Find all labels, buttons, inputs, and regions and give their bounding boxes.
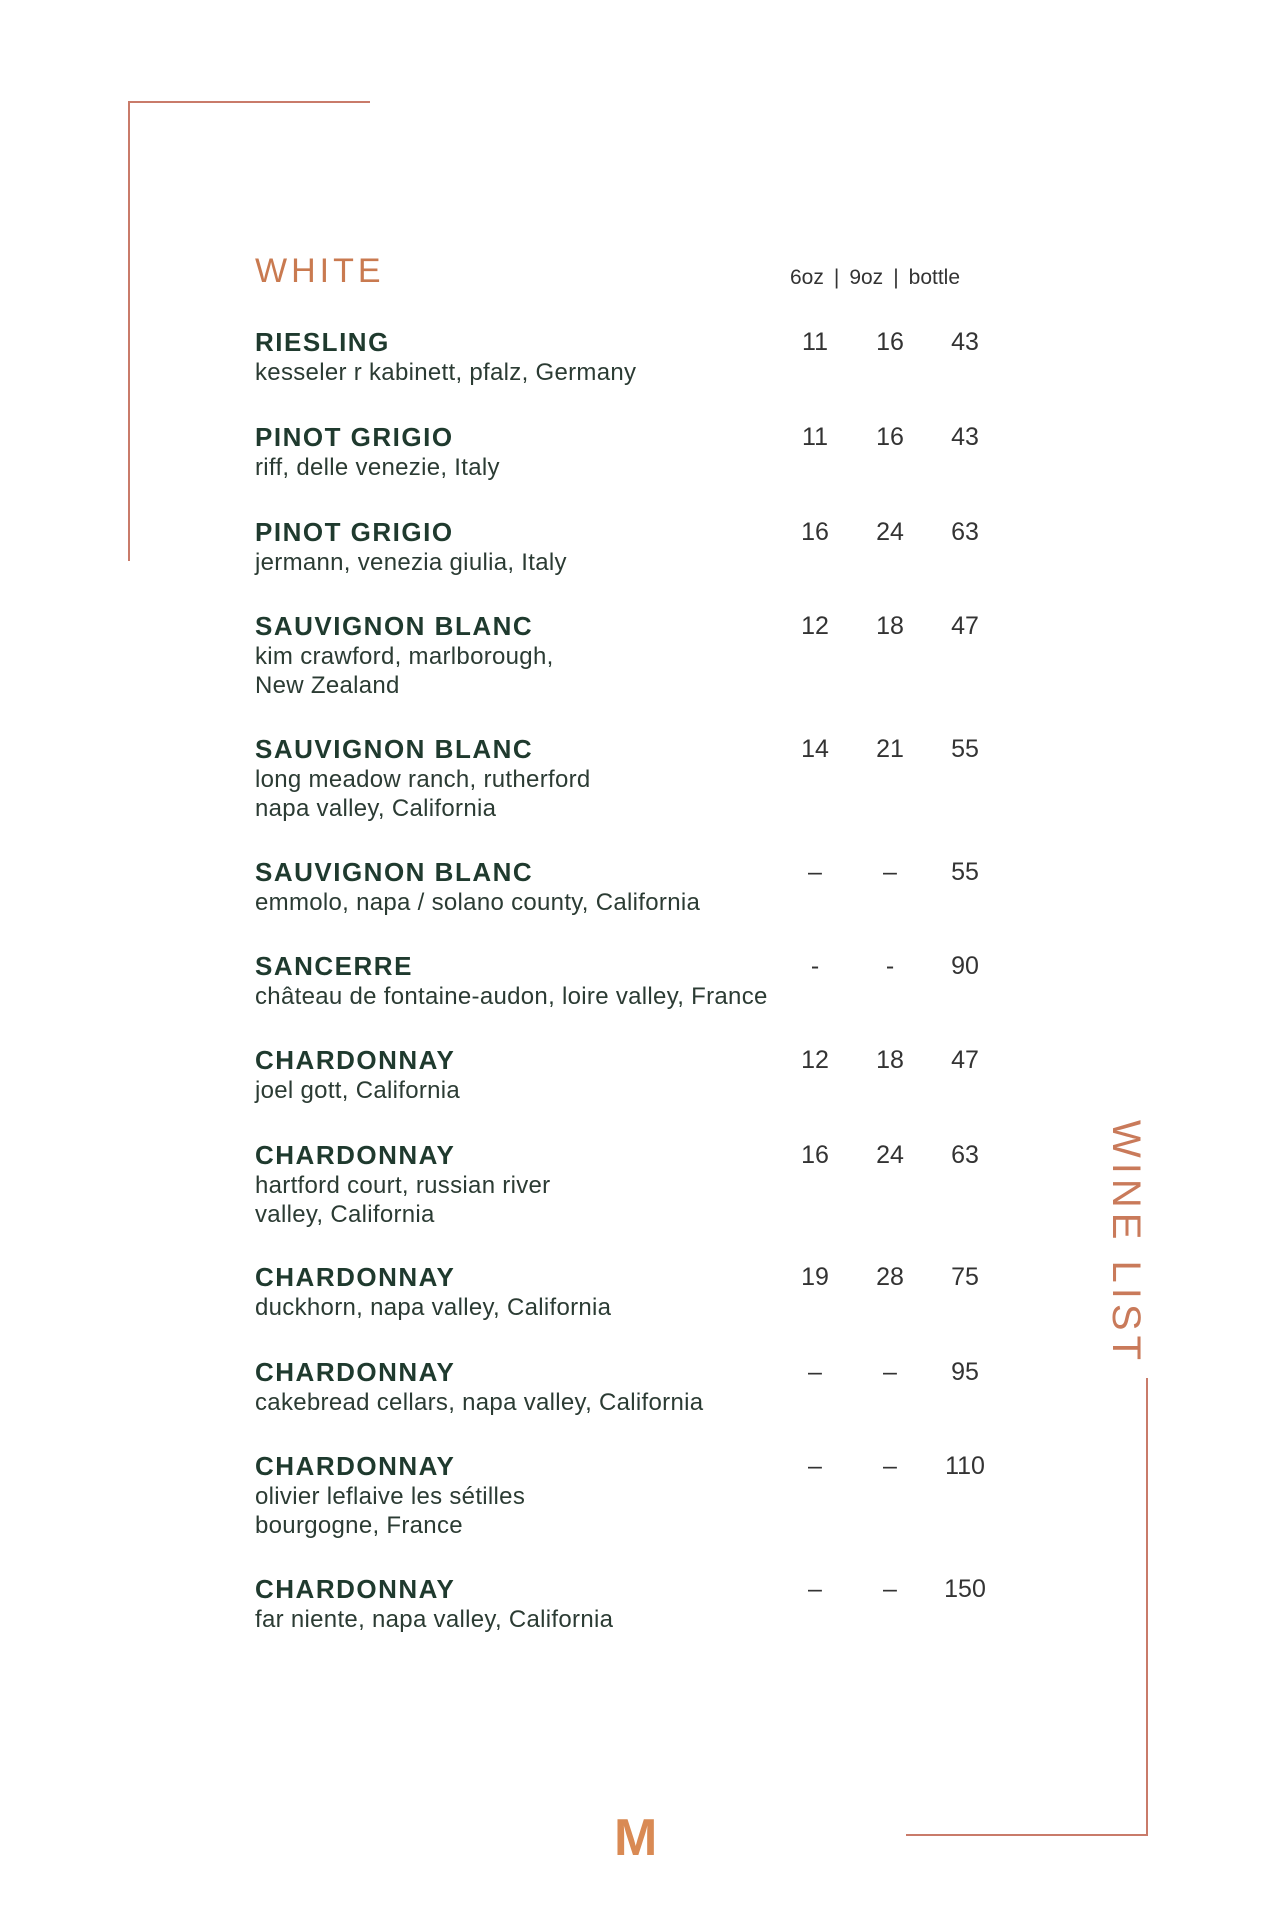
header-separator: | (833, 266, 840, 289)
price-9oz: 16 (876, 328, 904, 356)
frame-bottom-right-horizontal (906, 1834, 1148, 1836)
header-9oz: 9oz (849, 266, 884, 289)
wine-item (255, 610, 995, 700)
price-6oz: – (808, 1452, 822, 1480)
wine-name: SAUVIGNON BLANC (255, 611, 534, 641)
price-6oz: 14 (801, 735, 829, 763)
wine-name: SAUVIGNON BLANC (255, 734, 534, 764)
wine-name: CHARDONNAY (255, 1140, 456, 1170)
brand-logo: M (614, 1809, 658, 1867)
wine-item (255, 1139, 995, 1229)
wine-item (255, 1044, 995, 1105)
price-bottle: 47 (951, 1046, 979, 1074)
wine-desc: bourgogne, France (255, 1512, 463, 1539)
wine-desc: riff, delle venezie, Italy (255, 454, 500, 481)
price-bottle: 47 (951, 612, 979, 640)
header-6oz: 6oz (790, 266, 824, 289)
price-bottle: 55 (951, 858, 979, 886)
price-6oz: – (808, 858, 822, 886)
price-bottle: 43 (951, 423, 979, 451)
wine-item (255, 856, 995, 917)
price-9oz: 21 (876, 735, 904, 763)
price-9oz: 24 (876, 1141, 904, 1169)
price-6oz: 12 (801, 1046, 829, 1074)
section-title: WHITE (255, 252, 385, 290)
wine-name: SAUVIGNON BLANC (255, 857, 534, 887)
price-6oz: – (808, 1575, 822, 1603)
wine-desc: cakebread cellars, napa valley, California (255, 1389, 704, 1416)
wine-desc: napa valley, California (255, 795, 497, 822)
wine-desc: duckhorn, napa valley, California (255, 1294, 612, 1321)
wine-name: SANCERRE (255, 951, 413, 981)
wine-item (255, 733, 995, 823)
wine-desc: jermann, venezia giulia, Italy (255, 549, 567, 576)
wine-item (255, 1573, 995, 1634)
price-bottle: 90 (951, 952, 979, 980)
wine-desc: hartford court, russian river (255, 1172, 551, 1199)
price-6oz: 11 (802, 423, 828, 451)
wine-name: CHARDONNAY (255, 1574, 456, 1604)
wine-name: CHARDONNAY (255, 1451, 456, 1481)
price-9oz: – (883, 1452, 897, 1480)
header-separator: | (893, 266, 899, 289)
price-9oz: 18 (876, 612, 904, 640)
price-9oz: - (885, 952, 895, 980)
price-6oz: – (808, 1358, 822, 1386)
wine-name: RIESLING (255, 327, 390, 357)
price-6oz: 19 (801, 1263, 829, 1291)
wine-name: CHARDONNAY (255, 1357, 456, 1387)
price-6oz: 12 (801, 612, 829, 640)
price-6oz: 16 (801, 518, 829, 546)
wine-desc: New Zealand (255, 672, 400, 699)
price-9oz: 24 (876, 518, 904, 546)
wine-item (255, 1356, 995, 1417)
price-bottle: 43 (951, 328, 979, 356)
price-9oz: 28 (876, 1263, 904, 1291)
frame-top-left-horizontal (128, 101, 370, 103)
frame-bottom-right-vertical (1146, 1378, 1148, 1836)
wine-item (255, 421, 995, 482)
price-9oz: 18 (876, 1046, 904, 1074)
price-6oz: - (810, 952, 820, 980)
wine-item (255, 1261, 995, 1322)
wine-name: CHARDONNAY (255, 1045, 456, 1075)
wine-desc: emmolo, napa / solano county, California (255, 889, 701, 916)
column-headers (790, 266, 960, 290)
header-bottle: bottle (908, 266, 961, 289)
wine-name: PINOT GRIGIO (255, 517, 454, 547)
price-6oz: 16 (801, 1141, 829, 1169)
price-9oz: – (883, 1358, 897, 1386)
wine-desc: valley, California (255, 1201, 435, 1228)
wine-desc: joel gott, California (255, 1077, 461, 1104)
wine-desc: olivier leflaive les sétilles (255, 1483, 526, 1510)
price-bottle: 75 (951, 1263, 979, 1291)
wine-item (255, 1450, 995, 1540)
price-bottle: 110 (945, 1452, 985, 1480)
price-bottle: 63 (951, 1141, 979, 1169)
price-6oz: 11 (802, 328, 828, 356)
wine-desc: kim crawford, marlborough, (255, 643, 554, 670)
side-title: WINE LIST (1104, 1120, 1148, 1366)
wine-desc: long meadow ranch, rutherford (255, 766, 591, 793)
price-bottle: 150 (944, 1575, 986, 1603)
wine-desc: far niente, napa valley, California (255, 1606, 614, 1633)
price-9oz: – (883, 858, 897, 886)
wine-name: PINOT GRIGIO (255, 422, 454, 452)
price-bottle: 55 (951, 735, 979, 763)
wine-desc: château de fontaine-audon, loire valley, France (255, 983, 768, 1010)
wine-item (255, 326, 995, 387)
price-9oz: 16 (876, 423, 904, 451)
wine-item (255, 950, 995, 1011)
wine-name: CHARDONNAY (255, 1262, 456, 1292)
wine-desc: kesseler r kabinett, pfalz, Germany (255, 359, 637, 386)
price-bottle: 63 (951, 518, 979, 546)
frame-top-left-vertical (128, 101, 130, 561)
price-9oz: – (883, 1575, 897, 1603)
price-bottle: 95 (951, 1358, 979, 1386)
wine-item (255, 516, 995, 577)
